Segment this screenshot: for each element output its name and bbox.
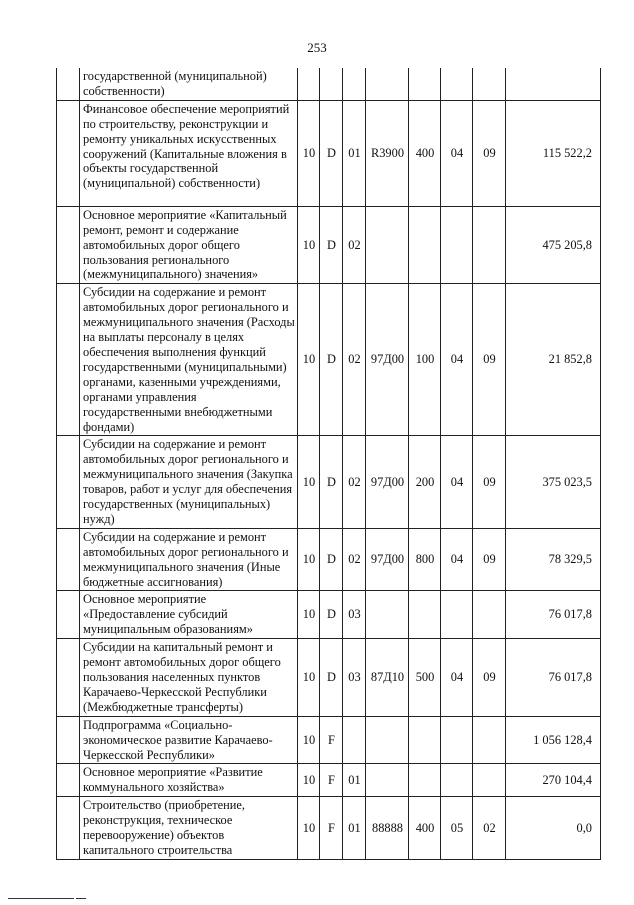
row-expense-type: 100 [409, 284, 441, 436]
table-row [57, 797, 601, 860]
row-program-code: 10 [298, 206, 320, 284]
row-subprogram-code: F [320, 716, 343, 764]
table-row [57, 716, 601, 764]
row-event-code: 03 [343, 591, 366, 639]
row-direction-code: R3900 [366, 100, 409, 206]
row-subprogram-code [320, 68, 343, 100]
row-subsection: 02 [473, 797, 506, 860]
row-blank-cell [57, 764, 80, 797]
row-subprogram-code: D [320, 100, 343, 206]
row-expense-type: 400 [409, 100, 441, 206]
row-section [441, 206, 473, 284]
row-direction-code [366, 206, 409, 284]
row-name: Основное мероприятие «Развитие коммунального хозяйства» [80, 764, 298, 797]
row-direction-code: 97Д00 [366, 528, 409, 591]
row-section: 05 [441, 797, 473, 860]
row-section: 04 [441, 284, 473, 436]
row-subsection: 09 [473, 100, 506, 206]
row-direction-code [366, 68, 409, 100]
row-program-code: 10 [298, 284, 320, 436]
table-row [57, 436, 601, 528]
row-name: Субсидии на содержание и ремонт автомобильных дорог регионального и межмуниципального значения (Закупка товаров, работ и услуг для обеспечения государственных (муниципальных) нужд) [80, 436, 298, 528]
row-subsection [473, 206, 506, 284]
page-number: 253 [307, 40, 327, 55]
row-program-code: 10 [298, 436, 320, 528]
row-subsection: 09 [473, 639, 506, 717]
row-section [441, 68, 473, 100]
row-blank-cell [57, 639, 80, 717]
row-program-code [298, 68, 320, 100]
row-name: Основное мероприятие «Предоставление субсидий муниципальным образованиям» [80, 591, 298, 639]
row-amount: 1 056 128,4 [506, 716, 601, 764]
footer-rule [8, 898, 74, 899]
row-blank-cell [57, 528, 80, 591]
row-name: Субсидии на капитальный ремонт и ремонт автомобильных дорог общего пользования населенных пунктов Карачаево-Черкесской Республики (Межбюджетные трансферты) [80, 639, 298, 717]
row-direction-code [366, 591, 409, 639]
row-program-code: 10 [298, 528, 320, 591]
row-blank-cell [57, 436, 80, 528]
row-name: Основное мероприятие «Капитальный ремонт, ремонт и содержание автомобильных дорог общего пользования регионального (межмуниципального) значения» [80, 206, 298, 284]
row-subprogram-code: F [320, 764, 343, 797]
row-blank-cell [57, 284, 80, 436]
row-subsection [473, 591, 506, 639]
footer-rule-short [76, 898, 86, 899]
row-subsection: 09 [473, 528, 506, 591]
table-row [57, 764, 601, 797]
row-subprogram-code: D [320, 528, 343, 591]
row-event-code: 03 [343, 639, 366, 717]
table-row [57, 528, 601, 591]
table-row [57, 206, 601, 284]
row-section: 04 [441, 100, 473, 206]
row-amount: 76 017,8 [506, 591, 601, 639]
row-name: Строительство (приобретение, реконструкция, техническое перевооружение) объектов капитального строительства [80, 797, 298, 860]
row-subsection [473, 68, 506, 100]
budget-table-body [57, 68, 601, 859]
row-direction-code: 97Д00 [366, 436, 409, 528]
row-subsection [473, 716, 506, 764]
row-amount: 0,0 [506, 797, 601, 860]
table-row [57, 591, 601, 639]
row-amount: 115 522,2 [506, 100, 601, 206]
row-amount: 475 205,8 [506, 206, 601, 284]
row-name: Субсидии на содержание и ремонт автомобильных дорог регионального и межмуниципального значения (Расходы на выплаты персоналу в целях обеспечения выполнения функций государственными (муниципальными) органами, казенными учреждениями, органами управления государственными внебюджетными фондами) [80, 284, 298, 436]
row-program-code: 10 [298, 639, 320, 717]
row-event-code [343, 716, 366, 764]
row-subprogram-code: D [320, 639, 343, 717]
row-section [441, 591, 473, 639]
row-event-code: 01 [343, 100, 366, 206]
row-expense-type [409, 764, 441, 797]
row-program-code: 10 [298, 591, 320, 639]
row-event-code: 02 [343, 436, 366, 528]
row-blank-cell [57, 716, 80, 764]
table-row [57, 100, 601, 206]
row-event-code: 01 [343, 797, 366, 860]
row-blank-cell [57, 100, 80, 206]
budget-table [56, 68, 601, 860]
row-subsection [473, 764, 506, 797]
row-subprogram-code: F [320, 797, 343, 860]
row-amount [506, 68, 601, 100]
row-expense-type [409, 716, 441, 764]
row-direction-code [366, 764, 409, 797]
row-program-code: 10 [298, 764, 320, 797]
row-subsection: 09 [473, 436, 506, 528]
row-section: 04 [441, 639, 473, 717]
row-blank-cell [57, 797, 80, 860]
row-expense-type: 800 [409, 528, 441, 591]
row-direction-code: 97Д00 [366, 284, 409, 436]
table-row [57, 639, 601, 717]
row-subprogram-code: D [320, 591, 343, 639]
row-subprogram-code: D [320, 206, 343, 284]
row-subprogram-code: D [320, 284, 343, 436]
row-event-code: 02 [343, 206, 366, 284]
row-section [441, 716, 473, 764]
row-subprogram-code: D [320, 436, 343, 528]
row-program-code: 10 [298, 100, 320, 206]
row-expense-type: 400 [409, 797, 441, 860]
row-expense-type: 200 [409, 436, 441, 528]
row-name: государственной (муниципальной) собственности) [80, 68, 298, 100]
row-expense-type: 500 [409, 639, 441, 717]
row-amount: 78 329,5 [506, 528, 601, 591]
row-subsection: 09 [473, 284, 506, 436]
row-direction-code: 88888 [366, 797, 409, 860]
row-section [441, 764, 473, 797]
row-event-code: 02 [343, 528, 366, 591]
row-section: 04 [441, 436, 473, 528]
row-blank-cell [57, 591, 80, 639]
row-expense-type [409, 68, 441, 100]
row-direction-code [366, 716, 409, 764]
row-blank-cell [57, 68, 80, 100]
row-name: Финансовое обеспечение мероприятий по строительству, реконструкции и ремонту уникальных искусственных сооружений (Капитальные вложения в объекты государственной (муниципальной) собственности) [80, 100, 298, 206]
row-blank-cell [57, 206, 80, 284]
row-expense-type [409, 591, 441, 639]
table-row [57, 284, 601, 436]
row-event-code [343, 68, 366, 100]
row-section: 04 [441, 528, 473, 591]
row-amount: 76 017,8 [506, 639, 601, 717]
row-expense-type [409, 206, 441, 284]
row-amount: 375 023,5 [506, 436, 601, 528]
row-program-code: 10 [298, 716, 320, 764]
row-event-code: 02 [343, 284, 366, 436]
row-amount: 21 852,8 [506, 284, 601, 436]
row-name: Подпрограмма «Социально-экономическое развитие Карачаево-Черкесской Республики» [80, 716, 298, 764]
row-event-code: 01 [343, 764, 366, 797]
row-direction-code: 87Д10 [366, 639, 409, 717]
row-amount: 270 104,4 [506, 764, 601, 797]
row-program-code: 10 [298, 797, 320, 860]
table-row [57, 68, 601, 100]
row-name: Субсидии на содержание и ремонт автомобильных дорог регионального и межмуниципального значения (Иные бюджетные ассигнования) [80, 528, 298, 591]
